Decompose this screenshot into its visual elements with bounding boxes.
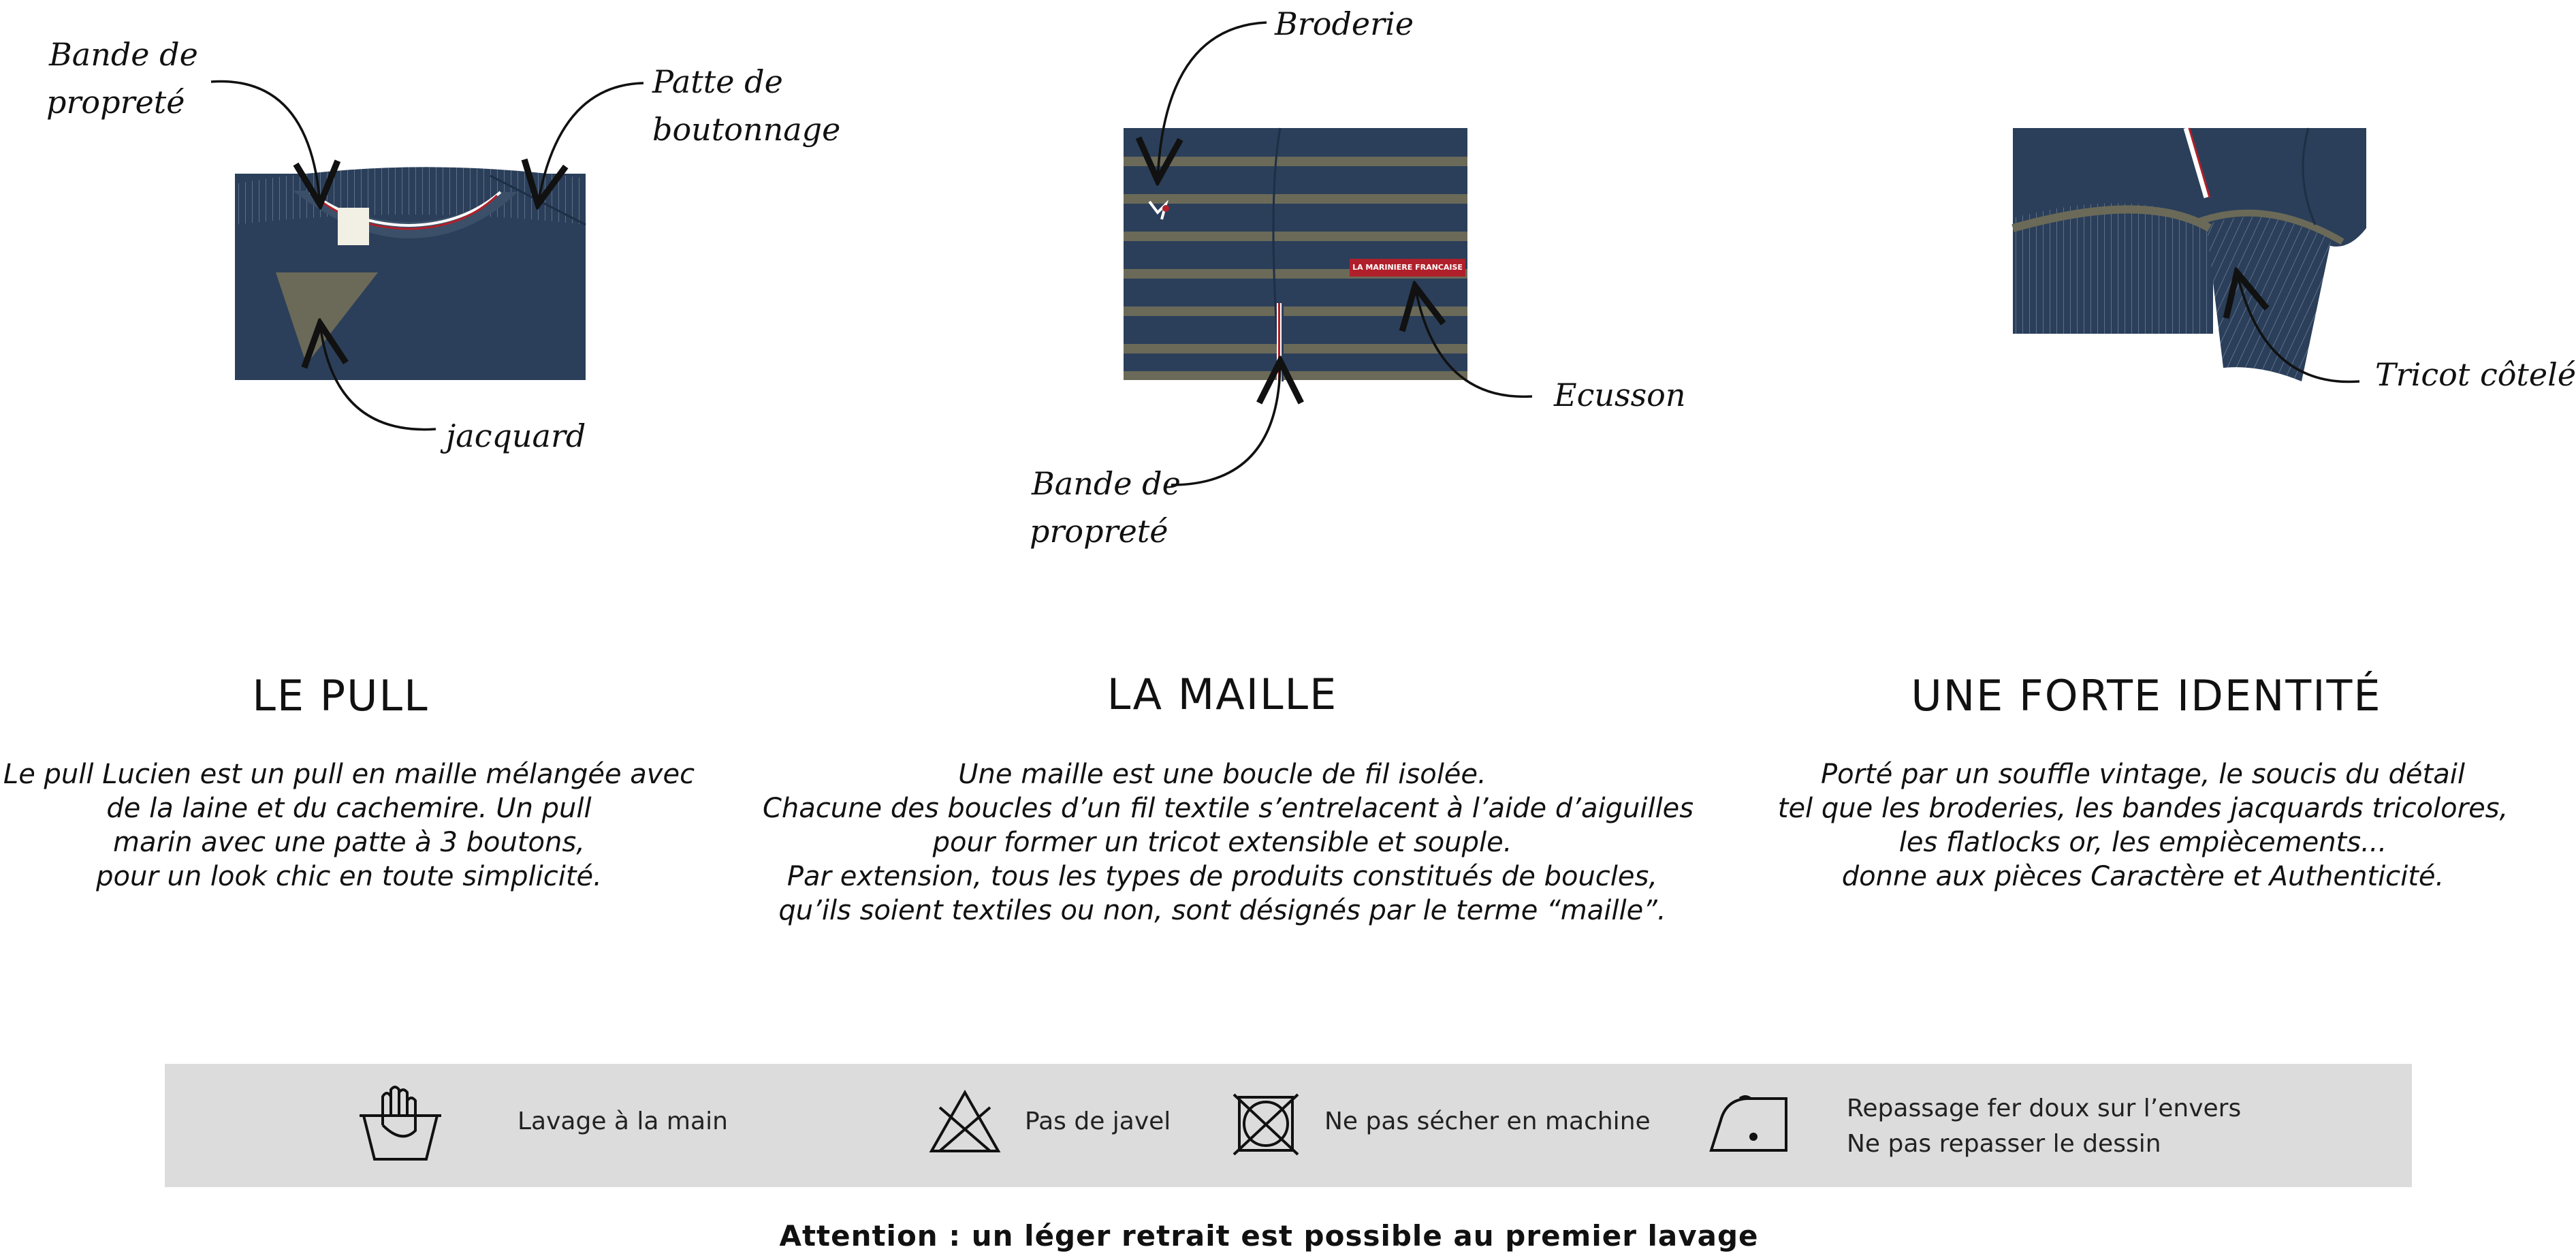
desc-line: Le pull Lucien est un pull en maille mélangée avec	[3, 759, 695, 790]
callout-ecusson: Ecusson	[1554, 377, 1686, 413]
desc-line: pour un look chic en toute simplicité.	[96, 861, 602, 892]
care-label-no-tumble-dry: Ne pas sécher en machine	[1324, 1107, 1651, 1135]
desc-line: Une maille est une boucle de fil isolée.	[958, 759, 1486, 790]
ecusson-badge-text: LA MARINIERE FRANCAISE	[1352, 263, 1463, 272]
care-label-no-bleach: Pas de javel	[1025, 1107, 1171, 1135]
callout-patte-line2: boutonnage	[652, 111, 841, 148]
desc-line: marin avec une patte à 3 boutons,	[113, 827, 585, 858]
section-desc-maille	[763, 757, 1694, 928]
callout-jacquard: jacquard	[446, 418, 586, 454]
desc-line: donne aux pièces Caractère et Authenticité.	[1841, 861, 2445, 892]
callout-patte-line1: Patte de	[652, 63, 783, 100]
desc-line: de la laine et du cachemire. Un pull	[106, 793, 592, 824]
no-bleach-icon	[927, 1088, 1002, 1156]
desc-line: tel que les broderies, les bandes jacquards tricolores,	[1777, 793, 2509, 824]
desc-line: qu’ils soient textiles ou non, sont désignés par le terme “maille”.	[778, 895, 1666, 926]
no-tumble-dry-icon	[1231, 1093, 1301, 1156]
callout-bande-maille-line2: propreté	[1030, 513, 1168, 550]
identite-illustration	[2013, 128, 2366, 381]
desc-line: les flatlocks or, les empiècements...	[1898, 827, 2387, 858]
care-label-hand-wash: Lavage à la main	[518, 1107, 728, 1135]
desc-line: Par extension, tous les types de produits constitués de boucles,	[786, 861, 1658, 892]
iron-low-icon	[1706, 1093, 1791, 1154]
desc-line: pour former un tricot extensible et souple.	[932, 827, 1512, 858]
section-desc-pull	[0, 757, 698, 894]
desc-line: Chacune des boucles d’un fil textile s’entrelacent à l’aide d’aiguilles	[763, 793, 1694, 824]
hand-wash-icon	[354, 1083, 446, 1165]
care-label-iron-line2: Ne pas repasser le dessin	[1847, 1130, 2161, 1158]
section-title-maille: LA MAILLE	[1107, 670, 1338, 719]
callout-broderie: Broderie	[1275, 5, 1414, 42]
callout-tricot: Tricot côtelé	[2375, 356, 2576, 393]
care-label-iron-line1: Repassage fer doux sur l’envers	[1847, 1094, 2242, 1122]
section-title-pull: LE PULL	[252, 671, 429, 721]
maille-illustration	[1124, 128, 1467, 381]
callout-bande-pull-line1: Bande de	[49, 36, 198, 73]
section-desc-identite	[1751, 757, 2534, 894]
desc-line: Porté par un souffle vintage, le soucis du détail	[1821, 759, 2465, 790]
shrinkage-warning: Attention : un léger retrait est possible au premier lavage	[779, 1219, 1759, 1253]
callout-bande-maille-line1: Bande de	[1032, 465, 1181, 502]
section-title-identite: UNE FORTE IDENTITÉ	[1911, 671, 2382, 721]
callout-bande-pull-line2: propreté	[46, 84, 185, 121]
pull-illustration	[235, 167, 586, 380]
